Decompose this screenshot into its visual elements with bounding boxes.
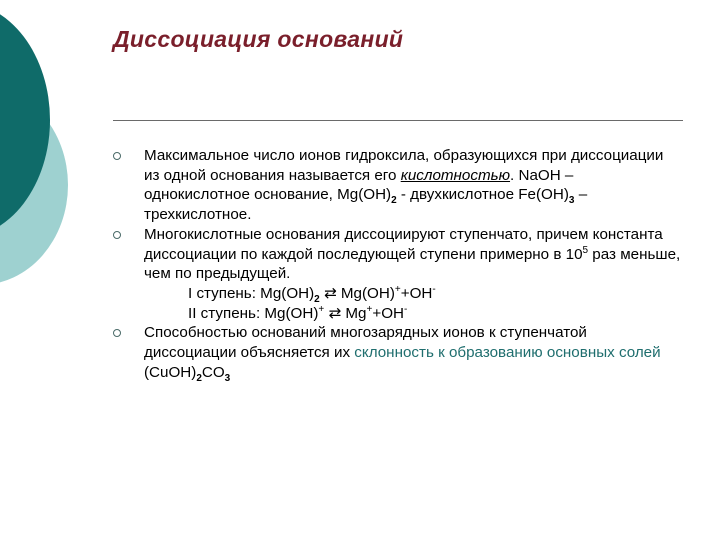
bullet-circle-icon [113,152,121,160]
bullet-circle-icon [113,231,121,239]
bullet-circle-icon [113,329,121,337]
bullet-item-stepwise [113,225,683,324]
title-divider [113,120,683,121]
term-acidity: кислотностью [400,166,511,184]
bullet-text: Многокислотные основания диссоциируют ступенчато, причем константа диссоциации по каждой последующей ступени примерно в $10^5$ раз меньше, чем по предыдущей. [144,225,681,283]
dissociation-step-2: II ступень: Mg(OH)+ ⇄ Mg++OH- [188,303,408,322]
equilibrium-arrow-icon: ⇄ [324,304,346,322]
slide-title: Диссоциация оснований [113,26,404,52]
bullet-list [113,146,683,382]
accent-phrase: склонность к образованию основных солей [354,344,661,362]
bullet-item-basic-salts [113,323,683,382]
decorative-circles [0,0,80,290]
bullet-text: Максимальное число ионов гидроксила, образующихся при диссоциации из одной основания называется его кислотностью. NaOH – однокислотное основание, $Mg(OH)_2$ - двухкислотное $Fe(OH)_3$ – трехкислотное. [144,147,664,224]
bullet-text: Способностью оснований многозарядных ионов к ступенчатой диссоциации объясняется их склонность к образованию основных солей $(CuOH)_2CO_3$ [144,324,661,384]
bullet-item-acidity [113,146,683,225]
equilibrium-arrow-icon: ⇄ [319,284,341,302]
dissociation-step-1: I ступень: $Mg(OH)_2$ ⇄ Mg(OH)++OH- [188,283,436,305]
